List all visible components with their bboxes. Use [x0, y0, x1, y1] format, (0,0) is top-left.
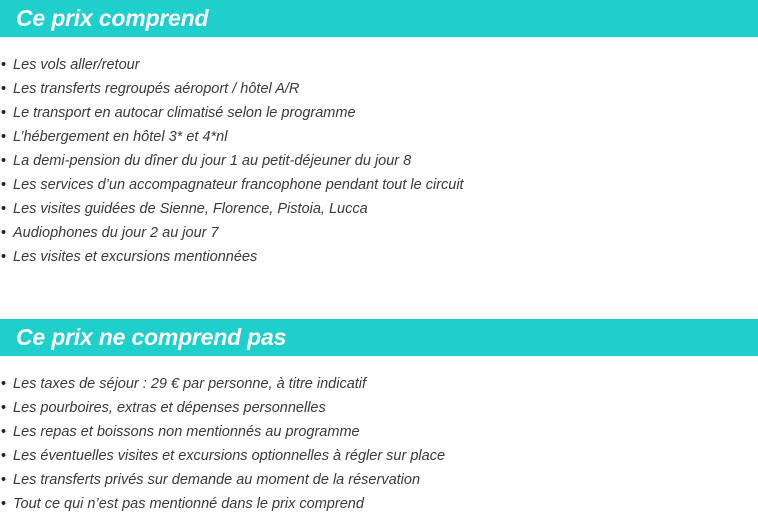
list-item	[0, 396, 445, 420]
list-item	[0, 221, 464, 245]
bullet-icon: •	[1, 129, 7, 145]
bullet-icon: •	[1, 424, 7, 440]
list-item	[0, 372, 445, 396]
excluded-section-title: Ce prix ne comprend pas	[0, 319, 758, 356]
list-item-text: Les vols aller/retour	[13, 57, 140, 73]
list-item-text: Les taxes de séjour : 29 € par personne, à titre indicatif	[13, 376, 367, 392]
list-item-text: Le transport en autocar climatisé selon le programme	[13, 105, 356, 121]
included-items-list	[0, 53, 464, 269]
list-item-text: Les pourboires, extras et dépenses personnelles	[13, 400, 326, 416]
list-item	[0, 245, 464, 269]
list-item	[0, 173, 464, 197]
list-item-text: Les services d’un accompagnateur francophone pendant tout le circuit	[13, 177, 464, 193]
bullet-icon: •	[1, 225, 7, 241]
list-item	[0, 492, 445, 516]
list-item	[0, 77, 464, 101]
list-item-text: Les transferts privés sur demande au moment de la réservation	[13, 472, 421, 488]
bullet-icon: •	[1, 472, 7, 488]
bullet-icon: •	[1, 400, 7, 416]
list-item	[0, 468, 445, 492]
list-item	[0, 149, 464, 173]
list-item	[0, 197, 464, 221]
bullet-icon: •	[1, 496, 7, 512]
bullet-icon: •	[1, 153, 7, 169]
list-item-text: La demi-pension du dîner du jour 1 au petit-déjeuner du jour 8	[13, 153, 412, 169]
bullet-icon: •	[1, 105, 7, 121]
list-item	[0, 444, 445, 468]
list-item-text: Les visites guidées de Sienne, Florence, Pistoia, Lucca	[13, 201, 368, 217]
list-item-text: Les visites et excursions mentionnées	[13, 249, 258, 265]
excluded-items-list	[0, 372, 445, 516]
list-item-text: Les repas et boissons non mentionnés au programme	[13, 424, 360, 440]
bullet-icon: •	[1, 448, 7, 464]
bullet-icon: •	[1, 249, 7, 265]
bullet-icon: •	[1, 177, 7, 193]
list-item-text: Les transferts regroupés aéroport / hôtel A/R	[13, 81, 300, 97]
list-item	[0, 420, 445, 444]
bullet-icon: •	[1, 376, 7, 392]
list-item-text: Les éventuelles visites et excursions optionnelles à régler sur place	[13, 448, 446, 464]
bullet-icon: •	[1, 57, 7, 73]
list-item	[0, 53, 464, 77]
included-section-title: Ce prix comprend	[0, 0, 758, 37]
bullet-icon: •	[1, 201, 7, 217]
list-item-text: L’hébergement en hôtel 3* et 4*nl	[13, 129, 228, 145]
list-item	[0, 125, 464, 149]
list-item-text: Tout ce qui n’est pas mentionné dans le prix comprend	[13, 496, 364, 512]
list-item	[0, 101, 464, 125]
list-item-text: Audiophones du jour 2 au jour 7	[13, 225, 219, 241]
bullet-icon: •	[1, 81, 7, 97]
